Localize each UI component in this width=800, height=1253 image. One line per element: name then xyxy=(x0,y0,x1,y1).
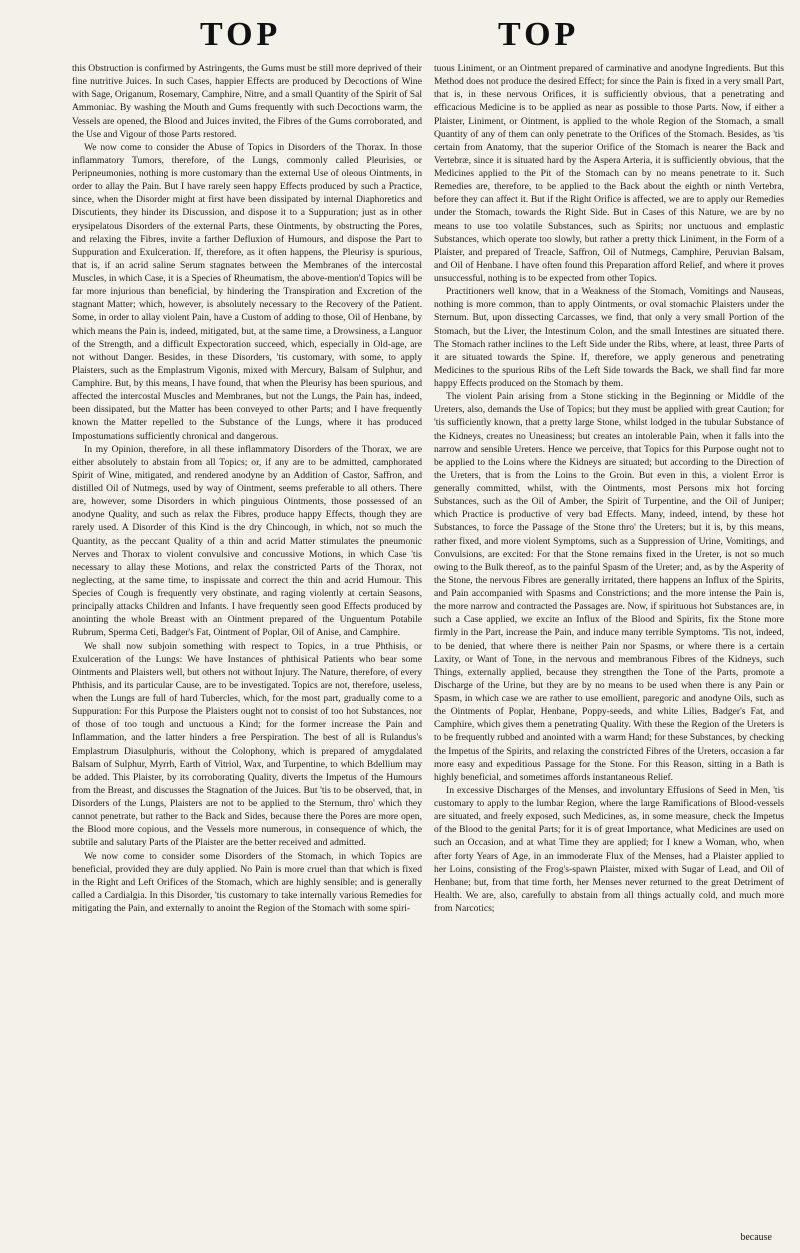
paragraph: this Obstruction is confirmed by Astringents, the Gums must be still more deprived of their fine nutritive Juices. In such Cases, happier Effects are produced by Decoctions of Wine with Sage, Origanum, Rosemary, Camphire, Nitre, and a small Quantity of the Spirit of Sal Ammoniac. By washing the Mouth and Gums frequently with such Decoctions warm, the Vessels are opened, the Blood and Juices invited, the Fibres of the Gums corroborated, and the Use and Vigour of those Parts restored. xyxy=(72,63,422,140)
paragraph: We now come to consider some Disorders of the Stomach, in which Topics are beneficial, provided they are duly applied. No Pain is more cruel than that which is fixed in the Right and Left Orifices of the Stomach, which are highly sensible; and is generally called a Cardialgia. In this Disorder, 'tis customary to take internally various Remedies for mitigating the Pain, and externally to anoint the Region of the Stomach with some spiri- xyxy=(72,850,422,914)
paragraph: In my Opinion, therefore, in all these inflammatory Disorders of the Thorax, we are either absolutely to abstain from all Topics; or, if any are to be admitted, camphorated Spirit of Wine, mitigated, and rendered anodyne by an Addition of Castor, Saffron, and distilled Oil of Nutmegs, used by way of Ointment, seems preferable to all others. There are, however, some Disorders in which pinguious Ointments, those possessed of an anodyne Quality, and such as relax the Fibres, produce happy Effects, though they are rarely used. A Disorder of this Kind is the dry Chincough, in which, not so much the Quantity, as the peccant Quality of a thin and acrid Matter stimulates the pneumonic Nerves and Thorax to violent convulsive and concussive Motions, in which Case 'tis necessary to allay these Motions, and relax the constricted Parts of the Thorax, not neglecting, at the same time, to inspissate and correct the thin and acrid Humour. This Species of Cough is frequently very obstinate, and raging violently at certain Seasons, principally attacks Children and Infants. I have frequently seen good Effects produced by anointing the whole Breast with an Ointment prepared of the Unguentum Potabile Rubrum, Sperma Ceti, Badger's Fat, Ointment of Poplar, Oil of Anise, and Camphire. xyxy=(72,443,422,639)
catchword: because xyxy=(740,1232,772,1243)
running-head-left: TOP xyxy=(200,16,282,53)
running-head-right: TOP xyxy=(498,16,580,53)
paragraph: Practitioners well know, that in a Weakness of the Stomach, Vomitings and Nauseas, nothing is more common, than to apply Ointments, or oval stomachic Plaisters under the Sternum. But, upon dissecting Carcasses, we find, that only a very small Portion of the Stomach, but the Liver, the Intestinum Colon, and the small Intestines are situated there. The Stomach rather inclines to the Left Side under the Ribs, where, at least, three Parts of it are situated towards the Spine. If, therefore, we apply generous and penetrating Medicines to the spurious Ribs of the Left Side towards the Back, we shall find far more happy Effects produced on the Stomach by them. xyxy=(434,286,784,389)
paragraph: We now come to consider the Abuse of Topics in Disorders of the Thorax. In those inflammatory Tumors, therefore, of the Lungs, commonly called Pleurisies, or Peripneumonies, nothing is more customary than the external Use of oleous Ointments, in order to allay the Pain. But I have rarely seen happy Effects produced by such a Practice, since, when the Disorder might at first have been dissipated by internal Diaphoretics and Discutients, they hinder its Discussion, and dispose it to a Suppuration; just as in other erysipelatous Disorders of the external Parts, these Ointments, by obstructing the Pores, and relaxing the Fibres, invite a farther Defluxion of Humours, and dispose the Part to Suppuration and Exulceration. If, therefore, as it often happens, the Pleurisy is spurious, that is, if an acrid saline Serum stagnates between the Membranes of the intercostal Muscles, in which Case, it is a Species of Rheumatism, the above-mention'd Topics will be far more injurious than beneficial, by hindering the Transpiration and Excretion of the stagnant Matter; which, however, is absolutely necessary to the Recovery of the Patient. Some, in order to allay violent Pain, have a Custom of adding to those, Oil of Henbane, by which means the Pain is, indeed, mitigated, but, at the same time, a Drowsiness, a Languor of the Strength, and a difficult Expectoration succeed, which, especially in Old-age, are not without Danger. Besides, in these Disorders, 'tis customary, with some, to apply Plaisters, such as the Emplastrum Vigonis, mixed with Mercury, Balsam of Sulphur, and Camphire. But, by this means, I have found, that when the Pleurisy has been spurious, and affected the intercostal Muscles and Membranes, but not the Lungs, the Pain has, indeed, been dissipated, but the Matter has been conveyed to other Parts; and I have frequently known the Matter repelled to the Substance of the Lungs, where it has produced Impostumations sufficiently chronical and dangerous. xyxy=(72,141,422,442)
paragraph: tuous Liniment, or an Ointment prepared of carminative and anodyne Ingredients. But this Method does not produce the desired Effect; for since the Pain is fixed in a very small Part, that is, in these nervous Orifices, it is sufficiently obvious, that a penetrating and efficacious Medicine is to be applied as near as possible to those Parts. Now, if either a Plaister, Liniment, or Ointment, is applied to the whole Region of the Stomach, a small Quantity of any of them can only penetrate to the Orifices of the Stomach. Besides, as 'tis certain from Anatomy, that the superior Orifice of the Stomach is nearer the Back and Vertebræ, since it is situated hard by the Aspera Arteria, it is sufficiently obvious, that the Medicines applied to the Pit of the Stomach can by no means penetrate to it. Such Remedies are, therefore, to be applied to the Back about the eighth or ninth Vertebra, before they can affect it. But if the Right Orifice is affected, we are to apply our Remedies under the Stomach, towards the Right Side. But in Cases of this Nature, we are by no means to use too volatile Substances, such as Spirits; nor unctuous and emplastic Substances, which operate too slowly, but rather a pretty thick Liniment, in the Form of a Plaister, and prepared of Treacle, Saffron, Oil of Nutmegs, Camphire, Peruvian Balsam, and Oil of Henbane. I have often found this Preparation afford Relief, and where it proves unsuccessful, nothing is to be expected from other Topics. xyxy=(434,63,784,284)
paragraph: We shall now subjoin something with respect to Topics, in a true Phthisis, or Exulceration of the Lungs: We have Instances of phthisical Patients who bear some Ointments and Plaisters well, but others not without Injury. The Nature, therefore, of every Phthisis, and its particular Cause, are to be investigated. Topics are not, therefore, useless, when the Lungs are full of hard Tubercles, which, for the most part, gradually come to a Suppuration: For this Purpose the Plaisters ought not to consist of too hot Substances, nor of those of too tough and unctuous a Kind; for the former increase the Pain and Inflammation, and the latter hinders a free Perspiration. The best of all is Rulandus's Emplastrum Diasulphuris, without the Colophony, which is prepared of amygdalated Balsam of Sulphur, Myrrh, Earth of Vitriol, Wax, and Turpentine, to which Bdellium may be added. This Plaister, by its corroborating Quality, diverts the Impetus of the Humours from the Breast, and discusses the Stagnation of the Juices. But 'tis to be observed, that, in Disorders of the Lungs, Plaisters are not to be applied to the Sternum, thro' which they cannot penetrate, but rather to the Back and Sides, because there the Pores are more open, the Blood more copious, and the Vessels more numerous, in consequence of which, the subtile and salutary Parts of the Plaister are the better received and admitted. xyxy=(72,640,422,849)
left-column xyxy=(72,62,422,915)
paragraph: The violent Pain arising from a Stone sticking in the Beginning or Middle of the Ureters, also, demands the Use of Topics; but they must be applied with great Caution; for 'tis sufficiently known, that a pretty large Stone, whilst lodged in the tubular Substance of the Kidneys, creates no Uneasiness; but creates an intolerable Pain, when it falls into the narrow and sensible Ureters. Hence we perceive, that Topics for this Purpose ought not to be applied to the Loins where the Kidneys are situated; but according to the Direction of the Ureters, that is from the Loins to the Groin. But even in this, a violent Error is generally committed, whilst, with the Ointments, most Persons mix hot forcing Substances, such as the Oil of Amber, the Spirit of Turpentine, and the Oil of Juniper; which Practice is productive of very bad Effects. Many, indeed, intend, by these hot Substances, to force the Passage of the Stone thro' the Ureters; but it is, by this means, rather fixed, and more violent Symptoms, such as a Suppression of Urine, Vomitings, and Convulsions, are excited: For that the Stone remains fixed in the Ureter, is not so much owing to the Bulk thereof, as to the painful Spasm of the Ureter; and, as by the Asperity of the Stone, the nervous Fibres are generally irritated, there happens an Influx of the Spirits, and Pain accompanied with Spasms and Constrictions; and the more intense the Pain is, the more narrow and contracted the Passages are. Now, if spirituous hot Substances are, in such a Case applied, we excite an Influx of the Blood and Spirits, fix the Stone more firmly in the Part, increase the Pain, and induce many terrible Symptoms. 'Tis not, indeed, to be denied, that where there is neither Pain nor Spasms, or where there is a certain Laxity, or Want of Tone, in the nervous and membranous Fibres of the Kidneys, such Things, externally applied, because they strengthen the Tone of the Parts, promote a Discharge of the Urine, but they are by no means to be used when there is any Pain or Spasm, in which case we are rather to use emollient, paregoric and anodyne Oils, such as the Ointments of Poplar, Henbane, Poppy-seeds, and white Lilies, Badger's Fat, and Camphire, which gives them a penetrating Quality. With these the Region of the Ureters is to be frequently rubbed and anointed with a warm Hand; for these Substances, by checking the Impetus of the Spirits, and relaxing the constricted Fibres of the Ureters, occasion a far more easy and expeditious Passage for the Stone. For this Reason, sitting in a Bath is highly beneficial, and sometimes affords instantaneous Relief. xyxy=(434,391,784,783)
right-column xyxy=(434,62,784,915)
paragraph: In excessive Discharges of the Menses, and involuntary Effusions of Seed in Men, 'tis customary to apply to the lumbar Region, where the large Ramifications of Blood-vessels are situated, and freely exposed, such Medicines, as, in some measure, check the Impetus of the Blood to the genital Parts; for it is of great Importance, what Medicines are used on such an Occasion, and at what Time they are applied; for I knew a Woman, who, when after forty Years of Age, in an immoderate Flux of the Menses, had a Plaister applied to her Loins, consisting of the Frog's-spawn Plaister, mixed with Sugar of Lead, and Oil of Henbane; but, from that time forth, her Menses never returned to the great Detriment of Health. We are, also, carefully to abstain from all things actually cold, and much more from Narcotics; xyxy=(434,784,784,914)
